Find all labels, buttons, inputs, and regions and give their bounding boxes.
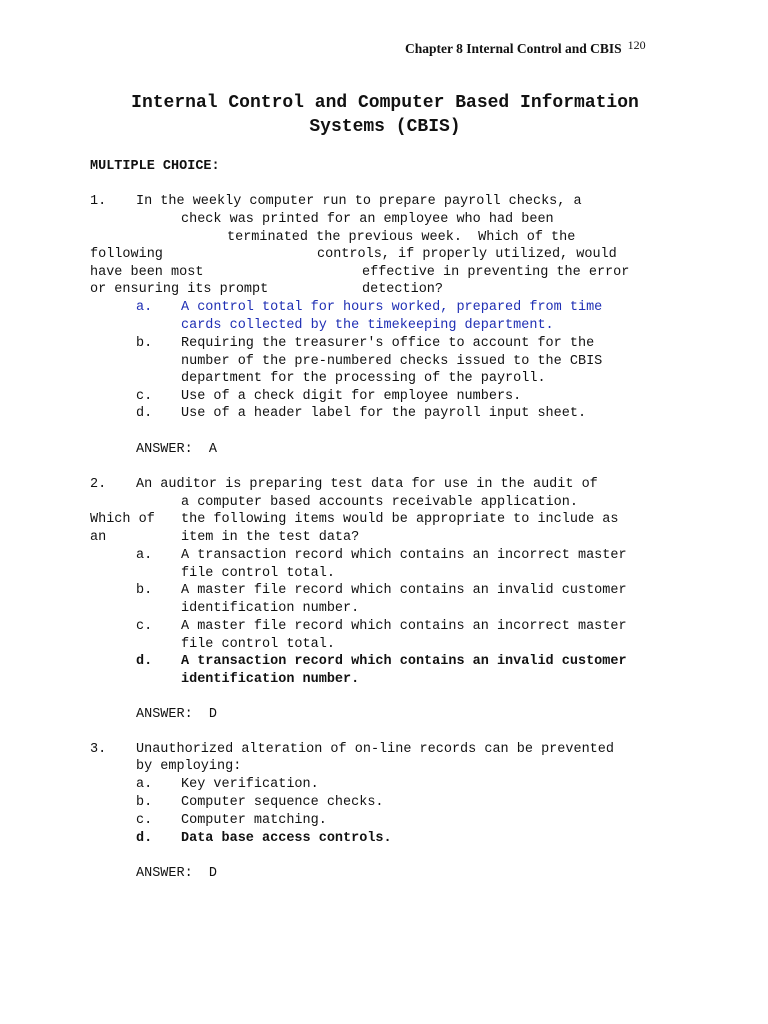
option-text: number of the pre-numbered checks issued to the CBIS [181,354,603,369]
option-text: A control total for hours worked, prepared from time [181,300,603,315]
answer-line: ANSWER: A [136,442,218,457]
question-stem-line: check was printed for an employee who had been [181,212,554,227]
option-text: A master file record which contains an incorrect master [181,619,627,634]
option-text: Computer matching. [181,813,327,828]
option-letter: b. [136,583,153,598]
option-text: Requiring the treasurer's office to account for the [181,336,595,351]
option-text: identification number. [181,672,360,687]
option-letter: b. [136,795,153,810]
option-text: A transaction record which contains an incorrect master [181,548,627,563]
title-line-1: Internal Control and Computer Based Information [131,93,639,113]
chapter-title: Chapter 8 Internal Control and CBIS [405,41,622,56]
question-stem-line: In the weekly computer run to prepare payroll checks, a [136,194,582,209]
option-letter: a. [136,777,153,792]
option-letter: c. [136,389,153,404]
running-header [405,38,646,57]
option-text: Use of a header label for the payroll input sheet. [181,406,587,421]
question-stem-line: following [90,247,163,262]
option-text: Key verification. [181,777,319,792]
option-text: Data base access controls. [181,831,392,846]
option-text: cards collected by the timekeeping department. [181,318,554,333]
question-stem-line: controls, if properly utilized, would [317,247,617,262]
option-letter: a. [136,300,153,315]
option-text: A master file record which contains an invalid customer [181,583,627,598]
option-text: department for the processing of the payroll. [181,371,546,386]
question-stem-line: Which of [90,512,155,527]
question-stem-line: detection? [362,282,444,297]
option-text: Use of a check digit for employee numbers. [181,389,522,404]
question-stem-line: effective in preventing the error [362,265,630,280]
question-number: 2. [90,477,107,492]
option-text: file control total. [181,566,335,581]
question-stem-line: item in the test data? [181,530,360,545]
question-stem-line: an [90,530,107,545]
question-number: 3. [90,742,107,757]
option-letter: c. [136,813,153,828]
question-stem-line: An auditor is preparing test data for use in the audit of [136,477,598,492]
question-stem-line: terminated the previous week. Which of the [227,230,576,245]
option-text: A transaction record which contains an invalid customer [181,654,627,669]
document-title [80,91,690,139]
question-stem-line: the following items would be appropriate to include as [181,512,619,527]
section-heading: MULTIPLE CHOICE: [90,159,220,174]
option-text: file control total. [181,637,335,652]
option-text: Computer sequence checks. [181,795,384,810]
question-stem-line: by employing: [136,759,242,774]
option-text: identification number. [181,601,360,616]
option-letter: c. [136,619,153,634]
option-letter: d. [136,654,153,669]
question-stem-line: have been most [90,265,204,280]
answer-line: ANSWER: D [136,866,218,881]
answer-line: ANSWER: D [136,707,218,722]
page-number: 120 [627,38,646,52]
question-stem-line: a computer based accounts receivable application. [181,495,578,510]
question-stem-line: Unauthorized alteration of on-line records can be prevented [136,742,614,757]
option-letter: a. [136,548,153,563]
option-letter: b. [136,336,153,351]
question-number: 1. [90,194,107,209]
option-letter: d. [136,406,153,421]
question-stem-line: or ensuring its prompt [90,282,269,297]
title-line-2: Systems (CBIS) [309,117,461,137]
option-letter: d. [136,831,153,846]
